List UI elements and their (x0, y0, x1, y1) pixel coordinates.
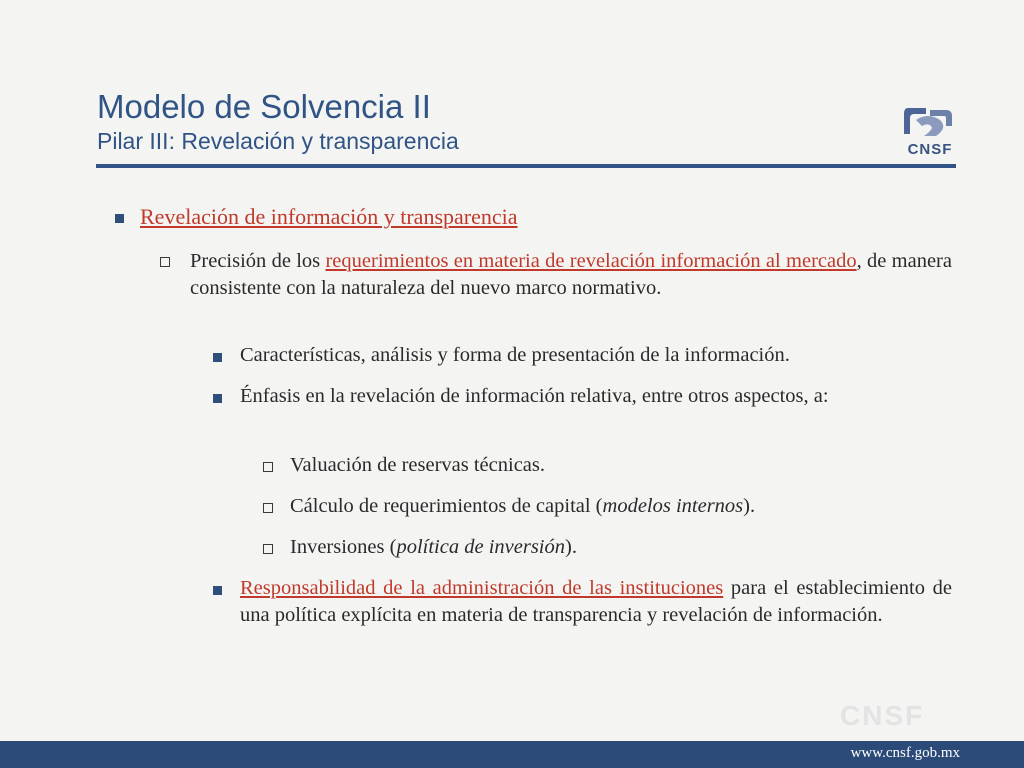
heading-link[interactable]: Revelación de información y transparencia (140, 204, 518, 229)
sublist-item-investments: Inversiones (política de inversión). (290, 536, 577, 558)
title-divider (96, 164, 956, 168)
cnsf-watermark: CNSF (840, 700, 925, 731)
slide-subtitle: Pilar III: Revelación y transparencia (97, 128, 459, 154)
slide-title: Modelo de Solvencia II (97, 88, 431, 125)
bullet-square-icon (213, 353, 222, 362)
bullet-square-icon (213, 586, 222, 595)
logo-text: CNSF (907, 141, 953, 158)
list-item-precision: Precisión de los requerimientos en materia de revelación información al mercado, de manera consistente con la naturaleza del nuevo marco normativo. (190, 250, 952, 299)
list-item-responsibility: Responsabilidad de la administración de las instituciones para el establecimiento de una política explícita en materia de transparencia y revelación de información. (240, 577, 952, 626)
list-item-characteristics: Características, análisis y forma de presentación de la información. (240, 344, 790, 366)
bullet-square-icon (213, 394, 222, 403)
bullet-hollow-icon (263, 462, 273, 472)
sublist-item-capital: Cálculo de requerimientos de capital (modelos internos). (290, 495, 756, 517)
bullet-hollow-icon (160, 257, 170, 267)
footer-bar (0, 741, 1024, 768)
bullet-square-icon (115, 214, 124, 223)
list-item-emphasis: Énfasis en la revelación de información relativa, entre otros aspectos, a: (240, 385, 829, 407)
responsibility-link[interactable]: Responsabilidad de la administración de las instituciones (240, 577, 724, 599)
footer-url[interactable]: www.cnsf.gob.mx (850, 745, 960, 761)
bullet-hollow-icon (263, 503, 273, 513)
requirements-link[interactable]: requerimientos en materia de revelación información al mercado (325, 250, 857, 272)
bullet-hollow-icon (263, 544, 273, 554)
sublist-item-reserves: Valuación de reservas técnicas. (290, 454, 545, 476)
